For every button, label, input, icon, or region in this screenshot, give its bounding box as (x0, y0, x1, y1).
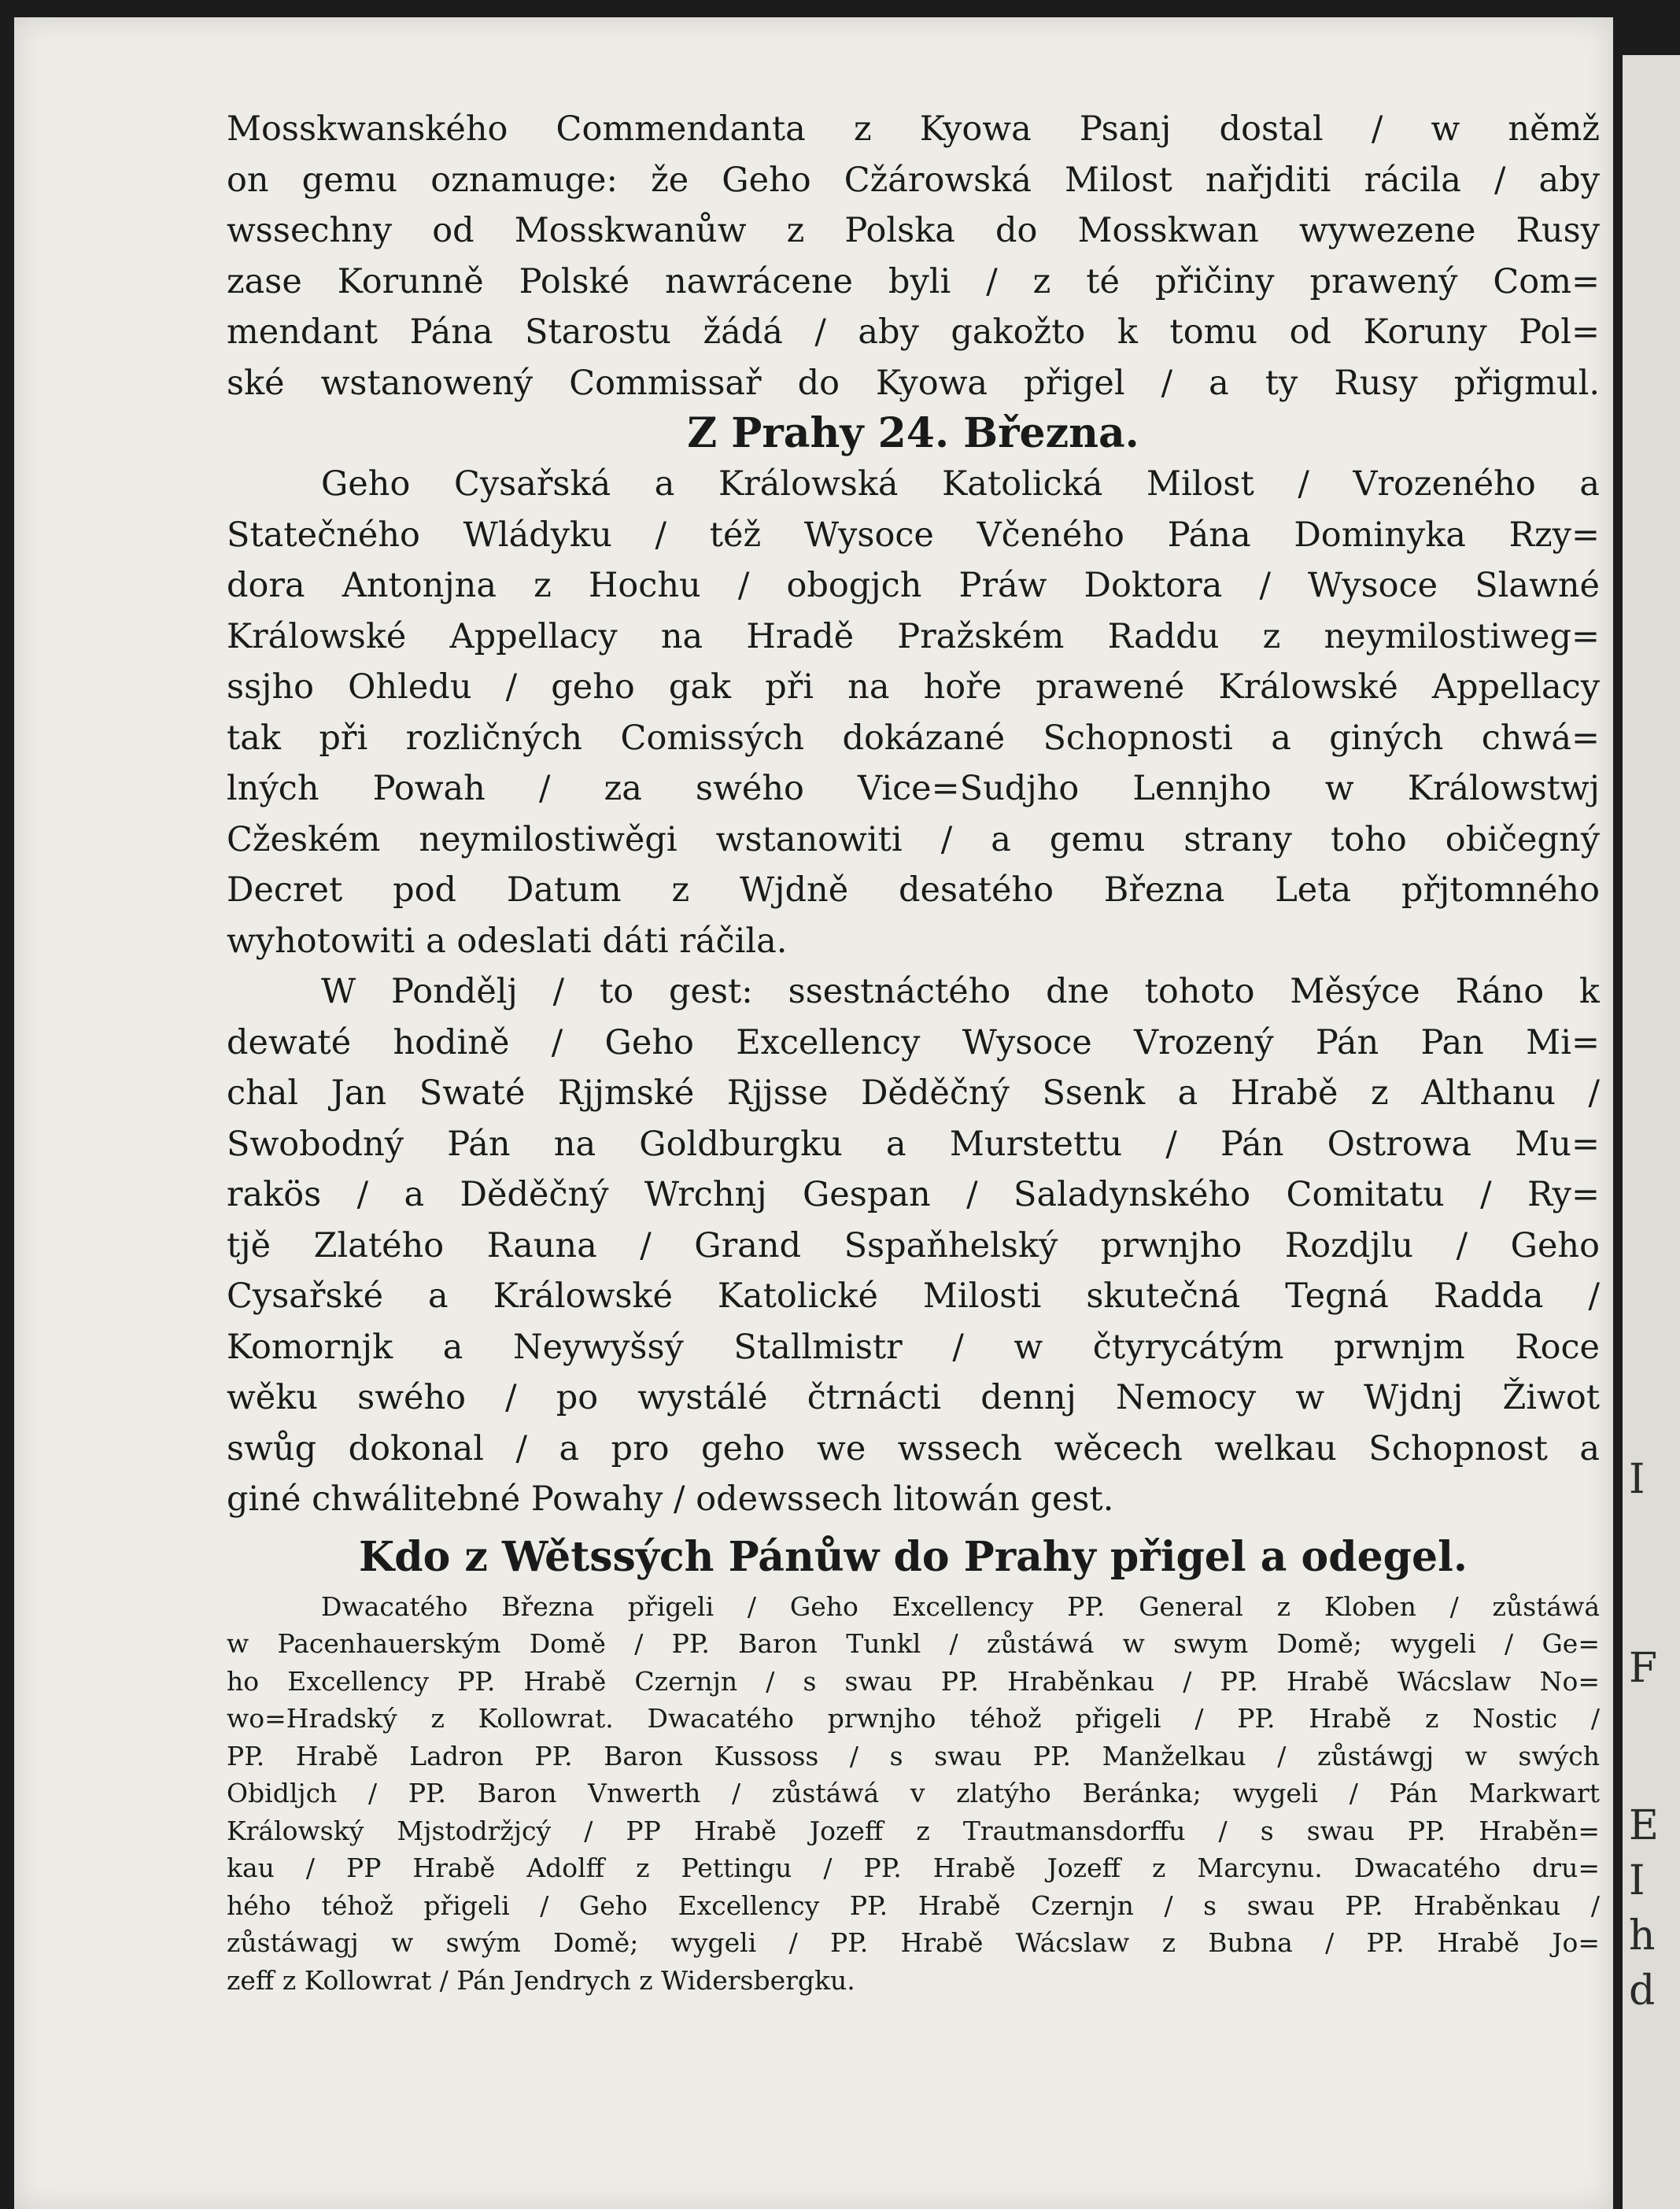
text-line: Králowský Mjstodržjcý / PP Hrabě Jozeff z Trautmansdorffu / s swau PP. Hraběn= (227, 1815, 1600, 1846)
text-line: giné chwálitebné Powahy / odewssech litowán gest. (227, 1479, 1114, 1519)
text-line: wěku swého / po wystálé čtrnácti dennj Nemocy w Wjdnj Žiwot (227, 1378, 1600, 1417)
edge-letter: I (1629, 1857, 1645, 1904)
text-line: dora Antonjna z Hochu / obogjch Práw Doktora / Wysoce Slawné (227, 566, 1600, 605)
text-line: PP. Hrabě Ladron PP. Baron Kussoss / s swau PP. Manželkau / zůstáwgj w swých (227, 1740, 1600, 1771)
text-line: wo=Hradský z Kollowrat. Dwacatého prwnjho téhož přigeli / PP. Hrabě z Nostic / (227, 1703, 1600, 1734)
text-line: Geho Cysařská a Králowská Katolická Milost / Vrozeného a (321, 464, 1600, 504)
text-line: Swobodný Pán na Goldburgku a Murstettu / Pán Ostrowa Mu= (227, 1124, 1600, 1164)
edge-letter: h (1629, 1912, 1656, 1960)
edge-letter: F (1629, 1645, 1658, 1692)
text-line: Decret pod Datum z Wjdně desatého Března Leta přjtomného (227, 870, 1600, 910)
text-line: mendant Pána Starostu žádá / aby gakožto k tomu od Koruny Pol= (227, 312, 1600, 352)
text-line: w Pacenhauerským Domě / PP. Baron Tunkl / zůstáwá w swym Domě; wygeli / Ge= (227, 1628, 1600, 1659)
text-line: Cysařské a Králowské Katolické Milosti skutečná Tegná Radda / (227, 1276, 1600, 1316)
text-line: lných Powah / za swého Vice=Sudjho Lennjho w Králowstwj (227, 769, 1600, 808)
text-line: hého téhož přigeli / Geho Excellency PP. Hrabě Czernjn / s swau PP. Hraběnkau / (227, 1889, 1600, 1921)
text-line: Statečného Wládyku / též Wysoce Včeného Pána Dominyka Rzy= (227, 515, 1600, 555)
text-line: dewaté hodině / Geho Excellency Wysoce Vrozený Pán Pan Mi= (227, 1022, 1600, 1062)
text-line: Mosskwanského Commendanta z Kyowa Psanj dostal / w němž (227, 109, 1600, 149)
paragraph-imperial-appointment (227, 459, 1600, 966)
text-line: zeff z Kollowrat / Pán Jendrych z Widersbergku. (227, 1964, 855, 1996)
text-line: ské wstanowený Commissař do Kyowa přigel / a ty Rusy přigmul. (227, 363, 1600, 403)
text-line: zase Korunně Polské nawrácene byli / z té přičiny prawený Com= (227, 261, 1600, 301)
text-line: kau / PP Hrabě Adolff z Pettingu / PP. Hrabě Jozeff z Marcynu. Dwacatého dru= (227, 1853, 1600, 1883)
heading-arrivals: Kdo z Wětssých Pánůw do Prahy přigel a odegel. (359, 1532, 1468, 1581)
text-line: Cžeském neymilostiwěgi wstanowiti / a gemu strany toho običegný (227, 819, 1600, 859)
heading-praha-dateline: Z Prahy 24. Března. (687, 409, 1139, 457)
text-line: chal Jan Swaté Rjjmské Rjjsse Děděčný Ssenk a Hrabě z Althanu / (227, 1073, 1600, 1113)
text-line: tjě Zlatého Rauna / Grand Sspaňhelský prwnjho Rozdjlu / Geho (227, 1225, 1600, 1265)
text-line: Obidljch / PP. Baron Vnwerth / zůstáwá v zlatýho Beránka; wygeli / Pán Markwart (227, 1778, 1600, 1808)
text-line: ssjho Ohledu / geho gak při na hoře prawené Králowské Appellacy (227, 667, 1600, 707)
text-line: wssechny od Mosskwanůw z Polska do Mosskwan wywezene Rusy (227, 211, 1600, 250)
text-line: zůstáwagj w swým Domě; wygeli / PP. Hrabě Wácslaw z Bubna / PP. Hrabě Jo= (227, 1927, 1600, 1958)
text-line: Králowské Appellacy na Hradě Pražském Raddu z neymilostiweg= (227, 616, 1600, 656)
text-line: on gemu oznamuge: že Geho Cžárowská Milost nařjditi rácila / aby (227, 160, 1600, 200)
text-line: tak při rozličných Comissých dokázané Schopnosti a giných chwá= (227, 718, 1600, 758)
text-line: ho Excellency PP. Hrabě Czernjn / s swau PP. Hraběnkau / PP. Hrabě Wácslaw No= (227, 1665, 1600, 1697)
text-line: rakös / a Děděčný Wrchnj Gespan / Saladynského Comitatu / Ry= (227, 1175, 1600, 1214)
page-content (227, 104, 1600, 1999)
paragraph-arrivals-list (227, 1588, 1600, 2000)
paragraph-moscow-commandant (227, 104, 1600, 408)
edge-letter: E (1629, 1802, 1659, 1849)
adjacent-page-edge (1623, 55, 1680, 2209)
text-line: swůg dokonal / a pro geho we wssech wěcech welkau Schopnost a (227, 1428, 1600, 1468)
text-line: W Pondělj / to gest: ssestnáctého dne tohoto Měsýce Ráno k (321, 972, 1600, 1011)
text-line: Dwacatého Března přigeli / Geho Excellency PP. General z Kloben / zůstáwá (321, 1590, 1600, 1622)
paragraph-althan-obituary (227, 966, 1600, 1525)
edge-letter: d (1629, 1967, 1656, 2015)
document-page (14, 17, 1613, 2209)
edge-letter: I (1629, 1456, 1645, 1503)
text-line: wyhotowiti a odeslati dáti ráčila. (227, 921, 788, 961)
text-line: Komornjk a Neywyšsý Stallmistr / w čtyrycátým prwnjm Roce (227, 1327, 1600, 1367)
